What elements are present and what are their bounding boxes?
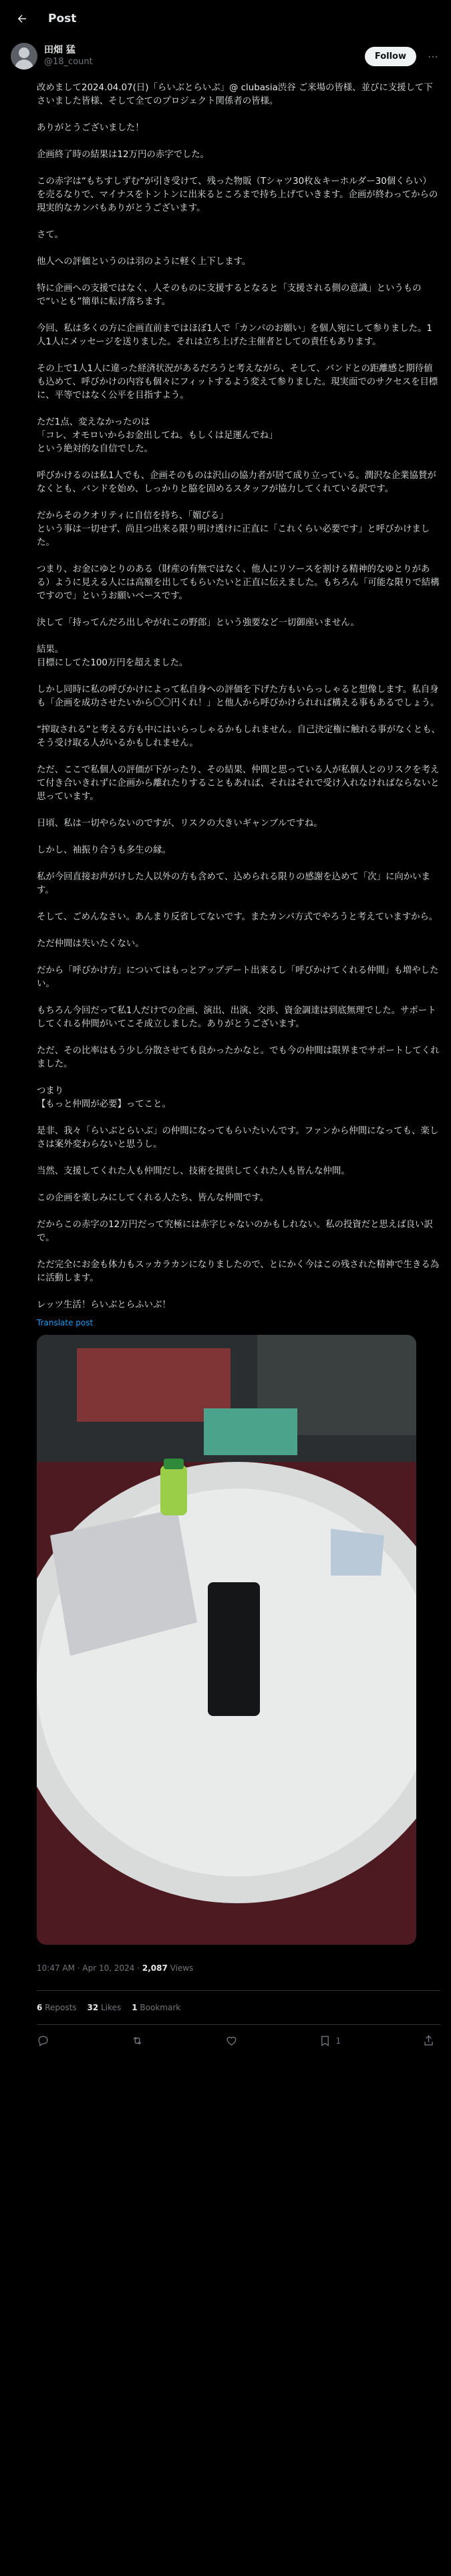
post-header xyxy=(0,37,451,72)
heart-icon xyxy=(225,2034,238,2047)
post-paragraph: ただ仲間は失いたくない。 xyxy=(37,939,144,949)
likes-stat[interactable]: 32 Likes xyxy=(87,2003,122,2012)
post-paragraph: 結果。 目標にしてた100万円を超えました。 xyxy=(37,645,188,668)
post-paragraph: “搾取される”と考える方も中にはいらっしゃるかもしれません。自己決定権に触れる事がなくとも、そう受け取る人がいるかもしれません。 xyxy=(37,725,440,748)
post-paragraph: 決して「持ってんだろ出しやがれこの野郎」という強要など一切御座いません。 xyxy=(37,618,359,628)
views-label: Views xyxy=(167,1963,194,1973)
post-paragraph: ただ、その比率はもう少し分散させても良かったかなと。でも今の仲間は限界までサポートしてくれました。 xyxy=(37,1046,440,1069)
post-paragraph: その上で1人1人に違った経済状況があるだろうと考えながら、そして、バンドとの距離感と期待値も込めて、呼びかけの内容も個々にフィットするよう変えて参りました。現実面でのサクセスを目標に、平等ではなく公平を目指すよう。 xyxy=(37,364,438,401)
top-bar xyxy=(0,0,451,37)
more-options-icon[interactable]: ⋯ xyxy=(428,49,438,63)
post-paragraph: しかし、袖振り合うも多生の縁。 xyxy=(37,845,171,855)
post-paragraph: 今回、私は多くの方に企画直前まではほぼ1人で「カンパのお願い」を個人宛にして参りました。1人1人にメッセージを送りました。それは立ち上げた主催者としての責任もあります。 xyxy=(37,324,432,347)
post-paragraph: 企画終了時の結果は12万円の赤字でした。 xyxy=(37,150,210,160)
post-paragraph: 私が今回直接お声がけした人以外の方も含めて、込められる限りの感謝を込めて「次」に向かいます。 xyxy=(37,872,430,895)
post-paragraph: ただ、ここで私個人の評価が下がったり、その結果、仲間と思っている人が私個人とのリスクを考えて付き合いきれずに企画から離れたりすることもあれば、それはそれで受け入れなければならないと思っています。 xyxy=(37,765,440,802)
post-paragraph: つまり、お金にゆとりのある（財産の有無ではなく、他人にリソースを割ける精神的なゆとりがある）ように見える人には高額を出してもらいたいと正直に伝えました。もちろん「可能な限りで結構ですので」というお願いベースです。 xyxy=(37,564,440,601)
post-image[interactable] xyxy=(37,1335,416,1945)
reposts-stat[interactable]: 6 Reposts xyxy=(37,2003,77,2012)
post-paragraph: つまり 【もっと仲間が必要】ってこと。 xyxy=(37,1086,171,1109)
post-paragraph: だからこの赤字の12万円だって究極には赤字じゃないのかもしれない。私の投資だと思えば良い訳で。 xyxy=(37,1220,433,1243)
post-paragraph: レッツ生活！らいぶとらふいぶ！ xyxy=(37,1300,171,1310)
post-paragraph: ありがとうございました！ xyxy=(37,123,144,133)
share-button[interactable] xyxy=(422,2034,435,2047)
post-paragraph: 是非、我々「らいぶとらいぶ」の仲間になってもらいたいんです。ファンから仲間になっても、楽しさは案外変わらないと思うし。 xyxy=(37,1126,439,1150)
post-paragraph: この赤字は“もちすしずむ”が引き受けて、残った物販（Tシャツ30枚＆キーホルダー30個くらい）を売るなりで、マイナスをトントンに出来るところまで持ち上げていきます。企画が終わってからの現実的なカンパもありがとうございます。 xyxy=(37,177,438,213)
author-name[interactable]: 田畑 猛 xyxy=(44,45,76,56)
post-paragraph: さて。 xyxy=(37,230,63,240)
post-meta xyxy=(37,1963,451,1973)
post-paragraph: 呼びかけるのは私1人でも、企画そのものは沢山の協力者が居て成り立っている。潤沢な企業協賛がなくとも、バンドを始め、しっかりと脇を固めるスタッフが協力してくれている訳です。 xyxy=(37,471,436,494)
post-paragraph: そして、ごめんなさい。あんまり反省してないです。またカンパ方式でやろうと考えていますから。 xyxy=(37,912,438,922)
post-paragraph: 日頃、私は一切やらないのですが、リスクの大きいギャンブルですね。 xyxy=(37,819,323,829)
post-paragraph: この企画を楽しみにしてくれる人たち、皆んな仲間です。 xyxy=(37,1193,269,1203)
post-paragraph: しかし同時に私の呼びかけによって私自身への評価を下げた方もいらっしゃると想像します。私自身も「企画を成功させたいから〇〇円くれ！」と他人から呼びかけられれば構える事もあるでしょう。 xyxy=(37,685,440,708)
translate-link[interactable]: Translate post xyxy=(37,1318,94,1327)
post-paragraph: だから「呼びかけ方」についてはもっとアップデート出来るし「呼びかけてくれる仲間」も増やしたい。 xyxy=(37,966,439,989)
repost-button[interactable] xyxy=(131,2034,144,2047)
post-paragraph: ただ完全にお金も体力もスッカラカンになりましたので、とにかく今はこの残された精神で生きる為に活動します。 xyxy=(37,1260,440,1283)
arrow-left-icon xyxy=(16,13,28,25)
author-handle[interactable]: @18_count xyxy=(44,57,93,67)
bookmark-icon xyxy=(319,2034,331,2047)
post-paragraph: だからそのクオリティに自信を持ち、「媚びる」 という事は一切せず、尚且つ出来る限り明け透けに正直に「これくらい必要です」と呼びかけました。 xyxy=(37,511,430,548)
reply-icon xyxy=(37,2034,49,2047)
views-count: 2,087 xyxy=(142,1963,168,1973)
engagement-stats xyxy=(0,1991,451,2024)
action-bar xyxy=(0,2025,451,2056)
page-title: Post xyxy=(48,12,77,25)
post-text xyxy=(0,72,451,1329)
bookmarks-stat[interactable]: 1 Bookmark xyxy=(132,2003,181,2012)
like-button[interactable] xyxy=(225,2034,238,2047)
back-button[interactable] xyxy=(11,7,33,30)
follow-button[interactable]: Follow xyxy=(365,47,416,66)
post-timestamp[interactable]: 10:47 AM · Apr 10, 2024 · xyxy=(37,1963,142,1973)
avatar[interactable] xyxy=(11,43,37,70)
post-paragraph: 特に企画への支援ではなく、人そのものに支援するとなると「支援される側の意識」というもので“いとも”簡単に転げ落ちます。 xyxy=(37,284,422,307)
repost-icon xyxy=(131,2034,144,2047)
share-icon xyxy=(422,2034,435,2047)
bookmark-count: 1 xyxy=(335,2036,341,2046)
post-paragraph: 他人への評価というのは羽のように軽く上下します。 xyxy=(37,257,251,267)
post-paragraph: もちろん今回だって私1人だけでの企画、演出、出演、交渉、資金調達は到底無理でした。サポートしてくれる仲間がいてこそ成立しました。ありがとうございます。 xyxy=(37,1006,436,1029)
bookmark-button[interactable] xyxy=(319,2034,341,2047)
post-paragraph: 当然、支援してくれた人も仲間だし、技術を提供してくれた人も皆んな仲間。 xyxy=(37,1166,350,1176)
post-paragraph: 改めまして2024.04.07(日)「らいぶとらいぶ」@ clubasia渋谷 ご来場の皆様、並びに支援して下さいました皆様、そして全てのプロジェクト関係者の皆様。 xyxy=(37,83,433,106)
post-paragraph: ただ1点、変えなかったのは 「コレ、オモロいからお金出してね。もしくは足運んでね」 という絶対的な自信でした。 xyxy=(37,417,278,454)
reply-button[interactable] xyxy=(37,2034,49,2047)
